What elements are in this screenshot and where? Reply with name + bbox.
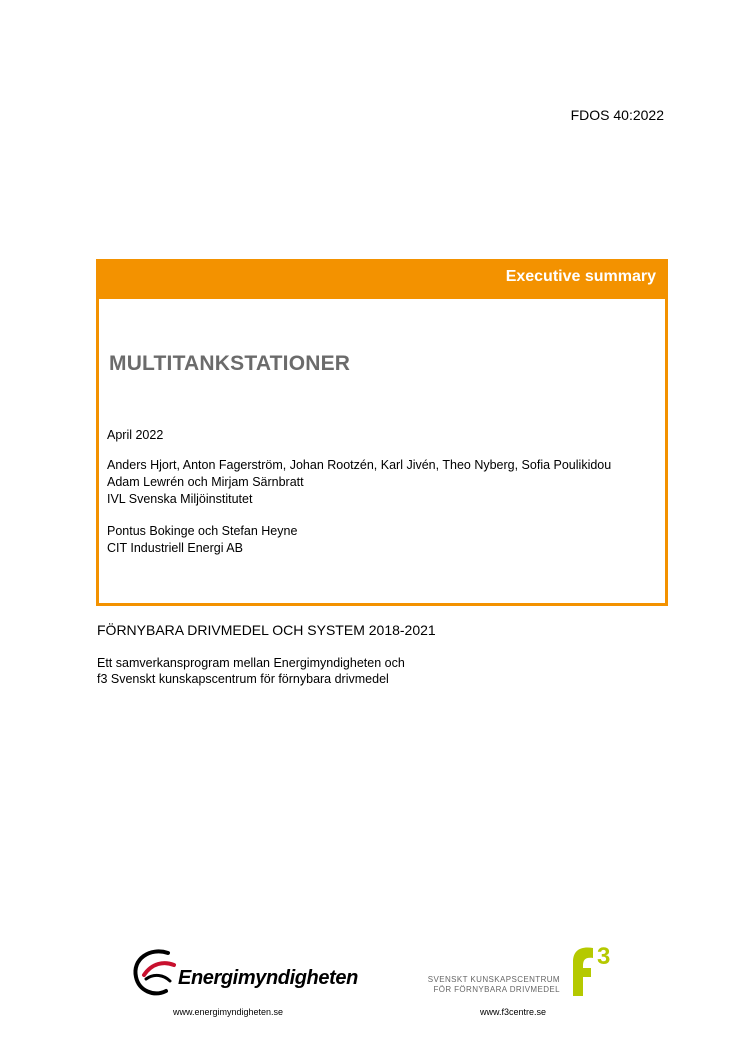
report-title: MULTITANKSTATIONER bbox=[109, 352, 351, 375]
f3-tagline-line: FÖR FÖRNYBARA DRIVMEDEL bbox=[433, 985, 560, 994]
report-date: April 2022 bbox=[107, 428, 164, 442]
energimyndigheten-swoosh-icon bbox=[130, 945, 180, 1000]
energimyndigheten-url[interactable]: www.energimyndigheten.se bbox=[173, 1007, 284, 1017]
f3-url[interactable]: www.f3centre.se bbox=[480, 1007, 547, 1017]
f3-logo-icon bbox=[563, 940, 625, 998]
f3-tagline bbox=[420, 975, 560, 995]
authors-ivl bbox=[107, 457, 611, 508]
energimyndigheten-logo bbox=[130, 945, 360, 1005]
authors-cit bbox=[107, 523, 297, 557]
authors-line: Pontus Bokinge och Stefan Heyne bbox=[107, 524, 298, 538]
f3-tagline-line: SVENSKT KUNSKAPSCENTRUM bbox=[427, 975, 560, 984]
programme-description-line: f3 Svenskt kunskapscentrum för förnybara drivmedel bbox=[97, 672, 389, 686]
authors-line: Adam Lewrén och Mirjam Särnbratt bbox=[107, 475, 304, 489]
box-header: Executive summary bbox=[99, 259, 665, 299]
programme-description bbox=[97, 655, 405, 687]
organisation-line: CIT Industriell Energi AB bbox=[107, 541, 243, 555]
programme-title: FÖRNYBARA DRIVMEDEL OCH SYSTEM 2018-2021 bbox=[97, 622, 436, 638]
energimyndigheten-wordmark: Energimyndigheten bbox=[178, 967, 358, 989]
organisation-line: IVL Svenska Miljöinstitutet bbox=[107, 492, 253, 506]
programme-description-line: Ett samverkansprogram mellan Energimyndigheten och bbox=[97, 656, 405, 670]
svg-text:3: 3 bbox=[597, 943, 611, 970]
report-id: FDOS 40:2022 bbox=[570, 107, 664, 123]
f3-logo bbox=[418, 940, 628, 1000]
authors-line: Anders Hjort, Anton Fagerström, Johan Rootzén, Karl Jivén, Theo Nyberg, Sofia Poulikidou bbox=[107, 458, 612, 472]
summary-box bbox=[96, 259, 668, 606]
